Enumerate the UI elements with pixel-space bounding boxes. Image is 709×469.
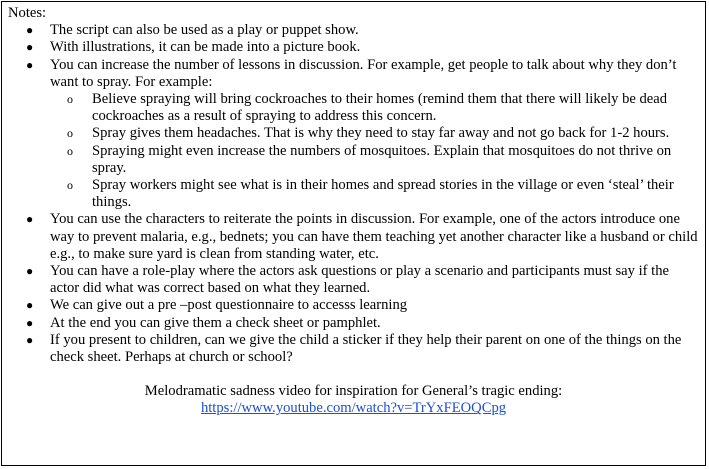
- bullet-icon: ●: [26, 315, 34, 330]
- notes-box: [1, 1, 706, 466]
- circle-bullet-icon: o: [67, 92, 73, 107]
- list-item-text: If you present to children, can we give the child a sticker if they help their parent on one of the things on the check sheet. Perhaps at church or school?: [50, 331, 682, 366]
- list-item: [8, 39, 699, 56]
- bullet-icon: ●: [26, 23, 34, 38]
- sub-list-item: [50, 177, 699, 211]
- list-item-text: You can have a role-play where the actors ask questions or play a scenario and participants must say if the actor did what was correct based on what they learned.: [50, 263, 669, 297]
- bullet-icon: ●: [26, 264, 34, 279]
- list-item: [8, 22, 699, 39]
- sub-list-item: [50, 143, 699, 177]
- list-item: [8, 332, 699, 366]
- bullet-icon: ●: [26, 332, 34, 347]
- list-item: [8, 263, 699, 297]
- sub-list-item-text: Spray workers might see what is in their homes and spread stories in the village or even ‘steal’ their things.: [92, 177, 674, 211]
- notes-list: [8, 22, 699, 366]
- video-reference: [8, 383, 699, 417]
- list-item-text: With illustrations, it can be made into a picture book.: [50, 39, 361, 56]
- sub-list-item-text: Believe spraying will bring cockroaches to their homes (remind them that there will likely be dead cockroaches as a result of spraying to address this concern.: [92, 91, 668, 125]
- list-item: [8, 211, 699, 263]
- bullet-icon: ●: [26, 40, 34, 55]
- sub-list-item-text: Spraying might even increase the numbers of mosquitoes. Explain that mosquitoes do not thrive on spray.: [92, 142, 672, 176]
- circle-bullet-icon: o: [67, 126, 73, 141]
- sub-list: [50, 91, 699, 211]
- bullet-icon: ●: [26, 298, 34, 313]
- list-item-text: You can increase the number of lessons in discussion. For example, get people to talk about why they don’t want to spray. For example:: [50, 56, 677, 90]
- list-item: [8, 297, 699, 314]
- list-item-text: The script can also be used as a play or puppet show.: [50, 22, 359, 39]
- notes-heading: Notes:: [8, 5, 47, 21]
- list-item: [8, 57, 699, 212]
- bullet-icon: ●: [26, 212, 34, 227]
- sub-list-item: [50, 91, 699, 125]
- bullet-icon: ●: [26, 57, 34, 72]
- list-item: [8, 315, 699, 332]
- circle-bullet-icon: o: [67, 178, 73, 193]
- sub-list-item-text: Spray gives them headaches. That is why they need to stay far away and not go back for 1-2 hours.: [92, 125, 670, 142]
- list-item-text: You can use the characters to reiterate the points in discussion. For example, one of the actors introduce one way to prevent malaria, e.g., bednets; you can have them teaching yet another character like a husband or child e.g., to make sure yard is clean from standing water, etc.: [50, 211, 698, 262]
- list-item-text: At the end you can give them a check sheet or pamphlet.: [50, 314, 381, 331]
- video-caption: Melodramatic sadness video for inspiration for General’s tragic ending:: [144, 383, 563, 400]
- circle-bullet-icon: o: [67, 143, 73, 158]
- sub-list-item: [50, 125, 699, 142]
- video-link[interactable]: https://www.youtube.com/watch?v=TrYxFEOQCpg: [200, 400, 507, 417]
- list-item-text: We can give out a pre –post questionnaire to accesss learning: [50, 297, 408, 314]
